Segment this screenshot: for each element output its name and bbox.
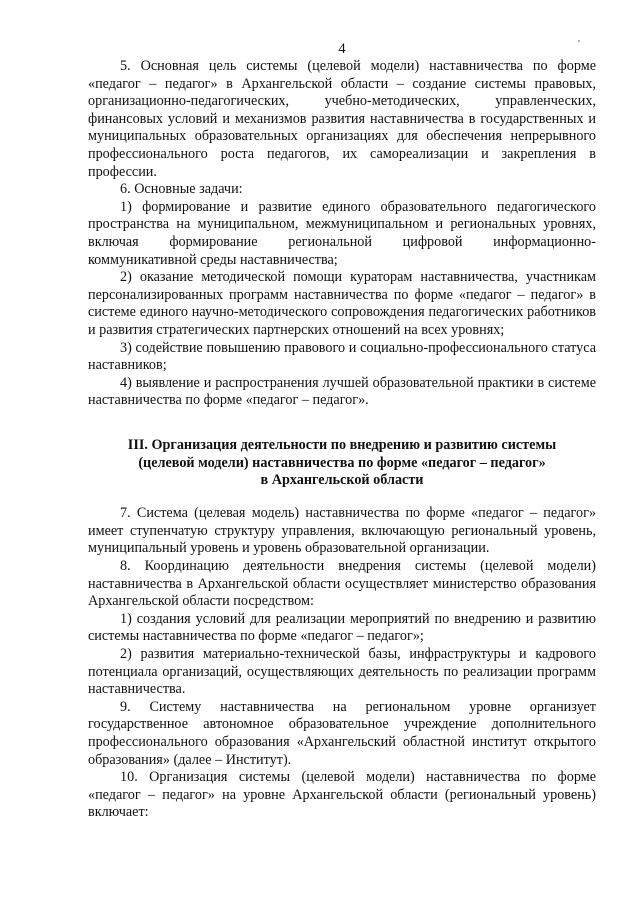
page-number: 4 <box>338 41 346 57</box>
paragraph-goal: 5. Основная цель системы (целевой модели) наставничества по форме «педагог – педагог» в Архангельской области – создание системы правовых, организационно-педагогических, учебно-методических, управленческих, финансовых условий и механизмов развития наставничества в государственных и муниципальных образовательных организациях для обеспечения непрерывного профессионального роста педагогов, их самореализации и закрепления в профессии. <box>88 58 596 180</box>
paragraph-8: 8. Координацию деятельности внедрения системы (целевой модели) наставничества в Архангельской области осуществляет министерство образования Архангельской области посредством: <box>88 558 596 610</box>
section-heading-line-3: в Архангельской области <box>260 472 424 489</box>
section-body-bottom <box>88 505 596 822</box>
paragraph-task-3: 3) содействие повышению правового и социально-профессионального статуса наставников; <box>88 339 596 374</box>
paragraph-task-1: 1) формирование и развитие единого образовательного педагогического пространства на муниципальном, межмуниципальном и региональных уровнях, включая формирование региональной цифровой информационно-коммуникативной среды наставничества; <box>88 198 596 268</box>
paragraph-8-item-2: 2) развития материально-технической базы, инфраструктуры и кадрового потенциала организаций, осуществляющих деятельность по реализации программ наставничества. <box>88 646 596 698</box>
paragraph-8-item-1: 1) создания условий для реализации мероприятий по внедрению и развитию системы наставничества по форме «педагог – педагог»; <box>88 610 596 645</box>
section-heading-line-2: (целевой модели) наставничества по форме «педагог – педагог» <box>138 454 546 471</box>
paragraph-7: 7. Система (целевая модель) наставничества по форме «педагог – педагог» имеет ступенчатую структуру управления, включающую региональный уровень, муниципальный уровень и уровень образовательной организации. <box>88 505 596 557</box>
section-heading <box>88 437 596 490</box>
section-body-top <box>88 58 596 410</box>
paragraph-10: 10. Организация системы (целевой модели) наставничества по форме «педагог – педагог» на уровне Архангельской области (региональный уровень) включает: <box>88 769 596 821</box>
paragraph-task-4: 4) выявление и распространения лучшей образовательной практики в системе наставничества по форме «педагог – педагог». <box>88 374 596 409</box>
section-heading-line-1: III. Организация деятельности по внедрению и развитию системы <box>127 436 557 453</box>
scan-mark <box>578 40 580 42</box>
paragraph-tasks-title: 6. Основные задачи: <box>120 181 243 198</box>
paragraph-task-2: 2) оказание методической помощи кураторам наставничества, участникам персонализированных программ наставничества по форме «педагог – педагог» в системе единого научно-методического сопровождения педагогических работников и развития стратегических партнерских отношений на всех уровнях; <box>88 269 596 338</box>
paragraph-9: 9. Систему наставничества на региональном уровне организует государственное автономное образовательное учреждение дополнительного профессионального образования «Архангельский областной институт открытого образования» (далее – Институт). <box>88 698 596 768</box>
